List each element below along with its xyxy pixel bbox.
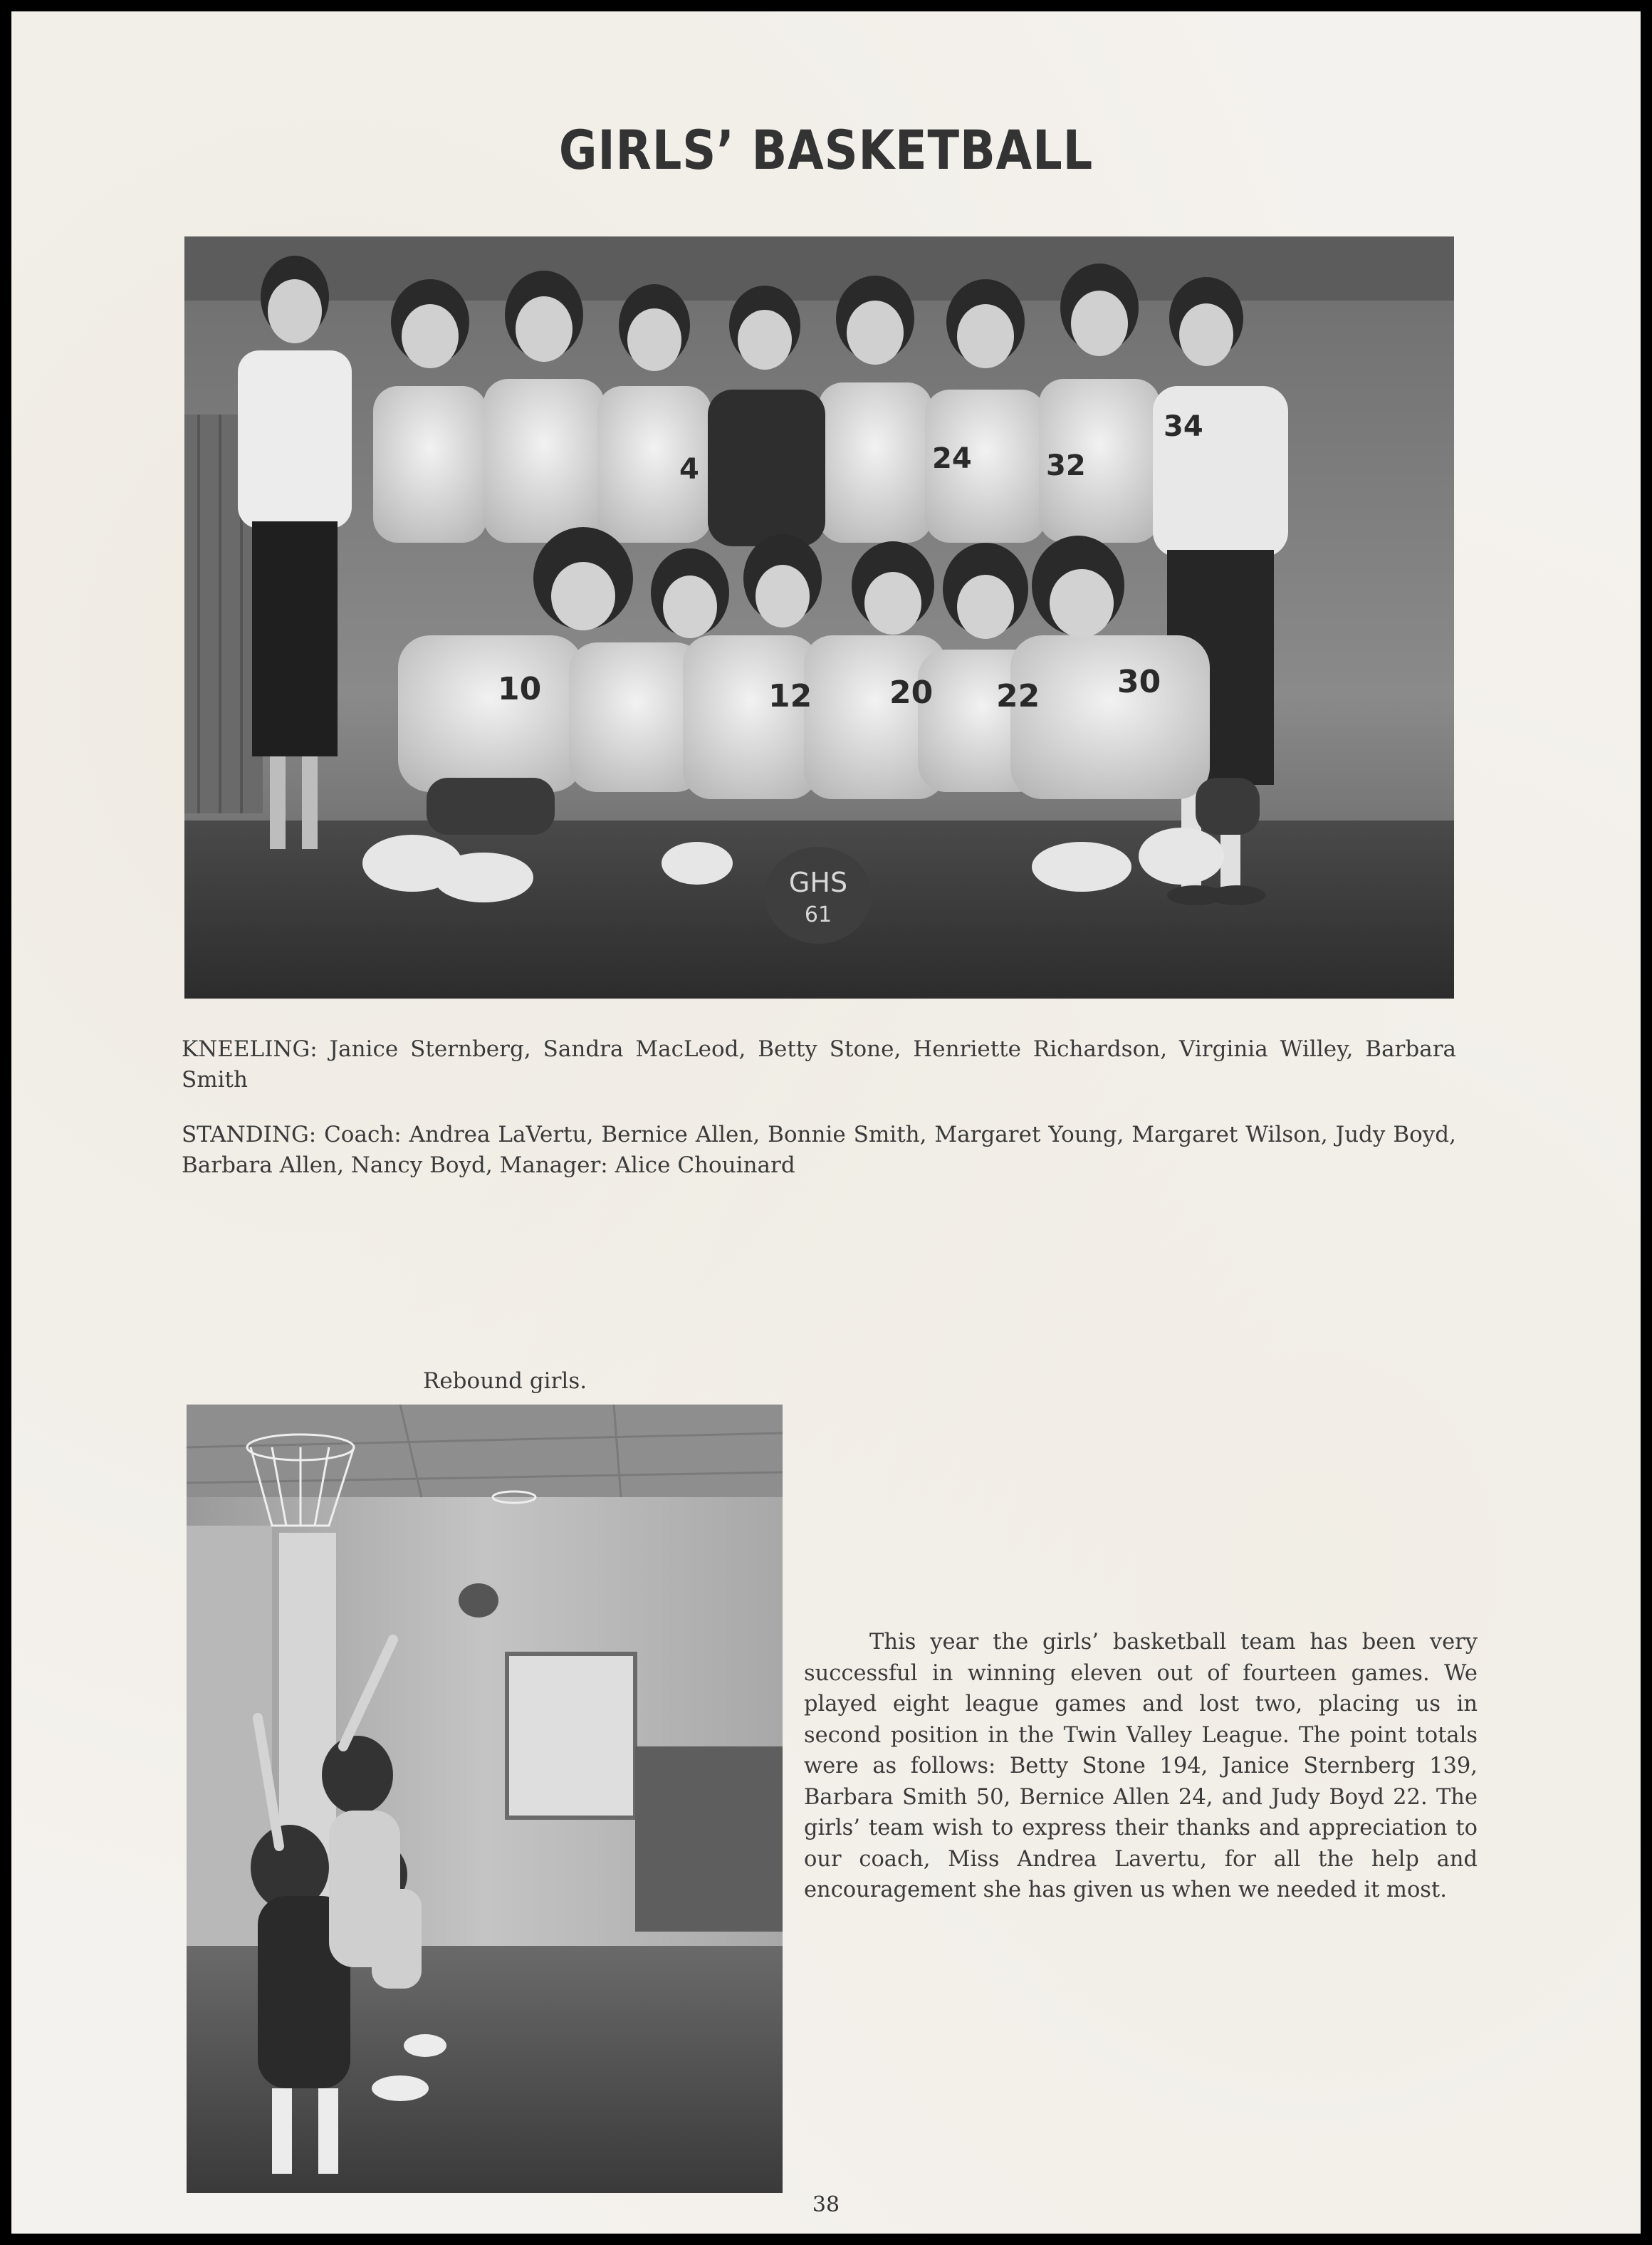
kneeling-caption: KNEELING: Janice Sternberg, Sandra MacLeod, Betty Stone, Henriette Richardson, Virginia Willey, Barbara Smith (182, 1036, 1456, 1093)
jersey-number: 34 (1164, 410, 1203, 443)
story-paragraph: This year the girls’ basketball team has been very successful in winning eleven out of fourteen games. We played eight league games and lost two, placing us in second position in the Twin Valley League. The point totals were as follows: Betty Stone 194, Janice Sternberg 139, Barbara Smith 50, Bernice Allen 24, and Judy Boyd 22. The girls’ team wish to express their thanks and appreciation to our coach, Miss Andrea Lavertu, for all the help and encouragement she has given us when we needed it most. (804, 1630, 1478, 1902)
ball-text-ghs: GHS (788, 867, 848, 898)
basketball (765, 847, 872, 944)
rebound-caption: Rebound girls. (423, 1368, 587, 1394)
yearbook-page (11, 11, 1641, 2234)
page-title: GIRLS’ BASKETBALL (558, 118, 1094, 182)
page-number: 38 (812, 2192, 840, 2217)
jersey-number: 4 (679, 453, 699, 486)
team-photo (184, 236, 1454, 999)
jersey-number: 24 (932, 442, 972, 475)
team-photo-illustration (184, 236, 1454, 999)
standing-caption: STANDING: Coach: Andrea LaVertu, Bernice Allen, Bonnie Smith, Margaret Young, Margaret Wilson, Judy Boyd, Barbara Allen, Nancy Boyd, Manager: Alice Chouinard (182, 1122, 1456, 1178)
jersey-number: 30 (1117, 664, 1161, 700)
jersey-number: 20 (889, 674, 934, 711)
rebound-photo (187, 1405, 783, 2193)
jersey-number: 32 (1046, 449, 1086, 482)
rebound-photo-illustration (187, 1405, 783, 2193)
jersey-number: 10 (498, 671, 542, 707)
jersey-number: 22 (996, 678, 1040, 714)
ball-text-year: 61 (804, 902, 832, 927)
jersey-number: 12 (768, 678, 812, 714)
